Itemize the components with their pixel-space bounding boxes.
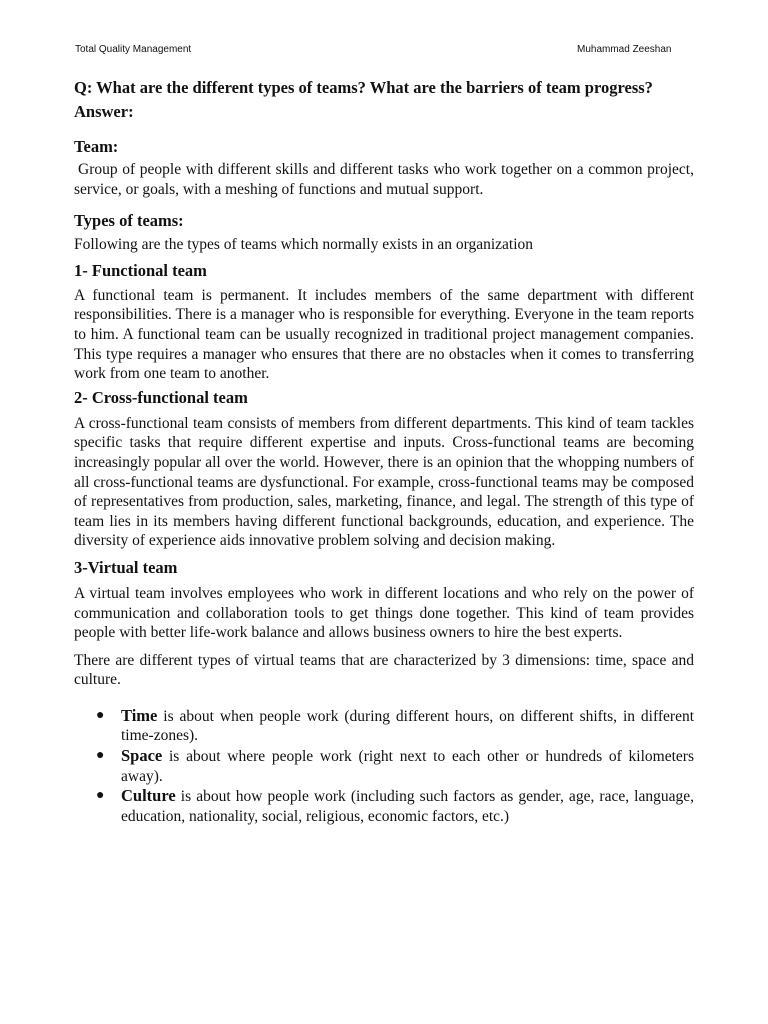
team-definition: Group of people with different skills and different tasks who work together on a common project, service, or goals, with a meshing of functions and mutual support. xyxy=(74,161,694,198)
document-body xyxy=(74,78,694,826)
cross-functional-team-text: A cross-functional team consists of members from different departments. This kind of team tackles specific tasks that require different expertise and inputs. Cross-functional teams are becoming increasingly popular all over the world. However, there is an opinion that the whopping numbers of all cross-functional teams are dysfunctional. For example, cross-functional teams may be composed of representatives from production, sales, marketing, finance, and legal. The strength of this type of team lies in its members having different functional backgrounds, education, and experience. The diversity of experience aids innovative problem solving and decision making. xyxy=(74,414,694,550)
dimension-description: is about when people work (during different hours, on different shifts, in different time-zones). xyxy=(121,707,694,745)
virtual-team-dimensions: There are different types of virtual teams that are characterized by 3 dimensions: time, space and culture. xyxy=(74,651,694,689)
virtual-team-text: A virtual team involves employees who work in different locations and who rely on the power of communication and collaboration tools to get things done together. This kind of team provides people with better life-work balance and allows business owners to hire the best experts. xyxy=(74,584,694,642)
virtual-team-heading: 3-Virtual team xyxy=(74,557,178,577)
cross-functional-team-heading: 2- Cross-functional team xyxy=(74,387,248,407)
functional-team-text: A functional team is permanent. It includes members of the same department with different responsibilities. There is a manager who is responsible for everything. Everyone in the team reports to him. A functional team can be usually recognized in traditional project management companies. This type requires a manager who ensures that there are no obstacles when it comes to transferring work from one team to another. xyxy=(74,286,694,383)
header-author-name: Muhammad Zeeshan xyxy=(577,44,672,55)
bullet-icon: ● xyxy=(96,707,105,723)
dimension-term: Space xyxy=(121,746,163,766)
team-heading: Team: xyxy=(74,137,119,156)
dimension-description: is about how people work (including such factors as gender, age, race, language, education, nationality, social, religious, economic factors, etc.) xyxy=(121,788,694,825)
dimension-list xyxy=(74,706,694,827)
types-heading: Types of teams: xyxy=(74,211,184,231)
list-item xyxy=(74,786,694,826)
functional-team-heading: 1- Functional team xyxy=(74,260,207,280)
types-intro: Following are the types of teams which normally exists in an organization xyxy=(74,236,534,254)
header-course-title: Total Quality Management xyxy=(75,44,192,55)
bullet-icon: ● xyxy=(96,748,105,764)
bullet-icon: ● xyxy=(96,788,105,804)
dimension-description: is about where people work (right next to each other or hundreds of kilometers away). xyxy=(121,748,694,785)
list-item xyxy=(74,746,694,786)
question-heading: Q: What are the different types of teams? What are the barriers of team progress? xyxy=(74,78,653,97)
list-item xyxy=(74,706,694,746)
dimension-term: Time xyxy=(121,705,158,725)
dimension-term: Culture xyxy=(121,786,176,806)
answer-label: Answer: xyxy=(74,102,134,121)
